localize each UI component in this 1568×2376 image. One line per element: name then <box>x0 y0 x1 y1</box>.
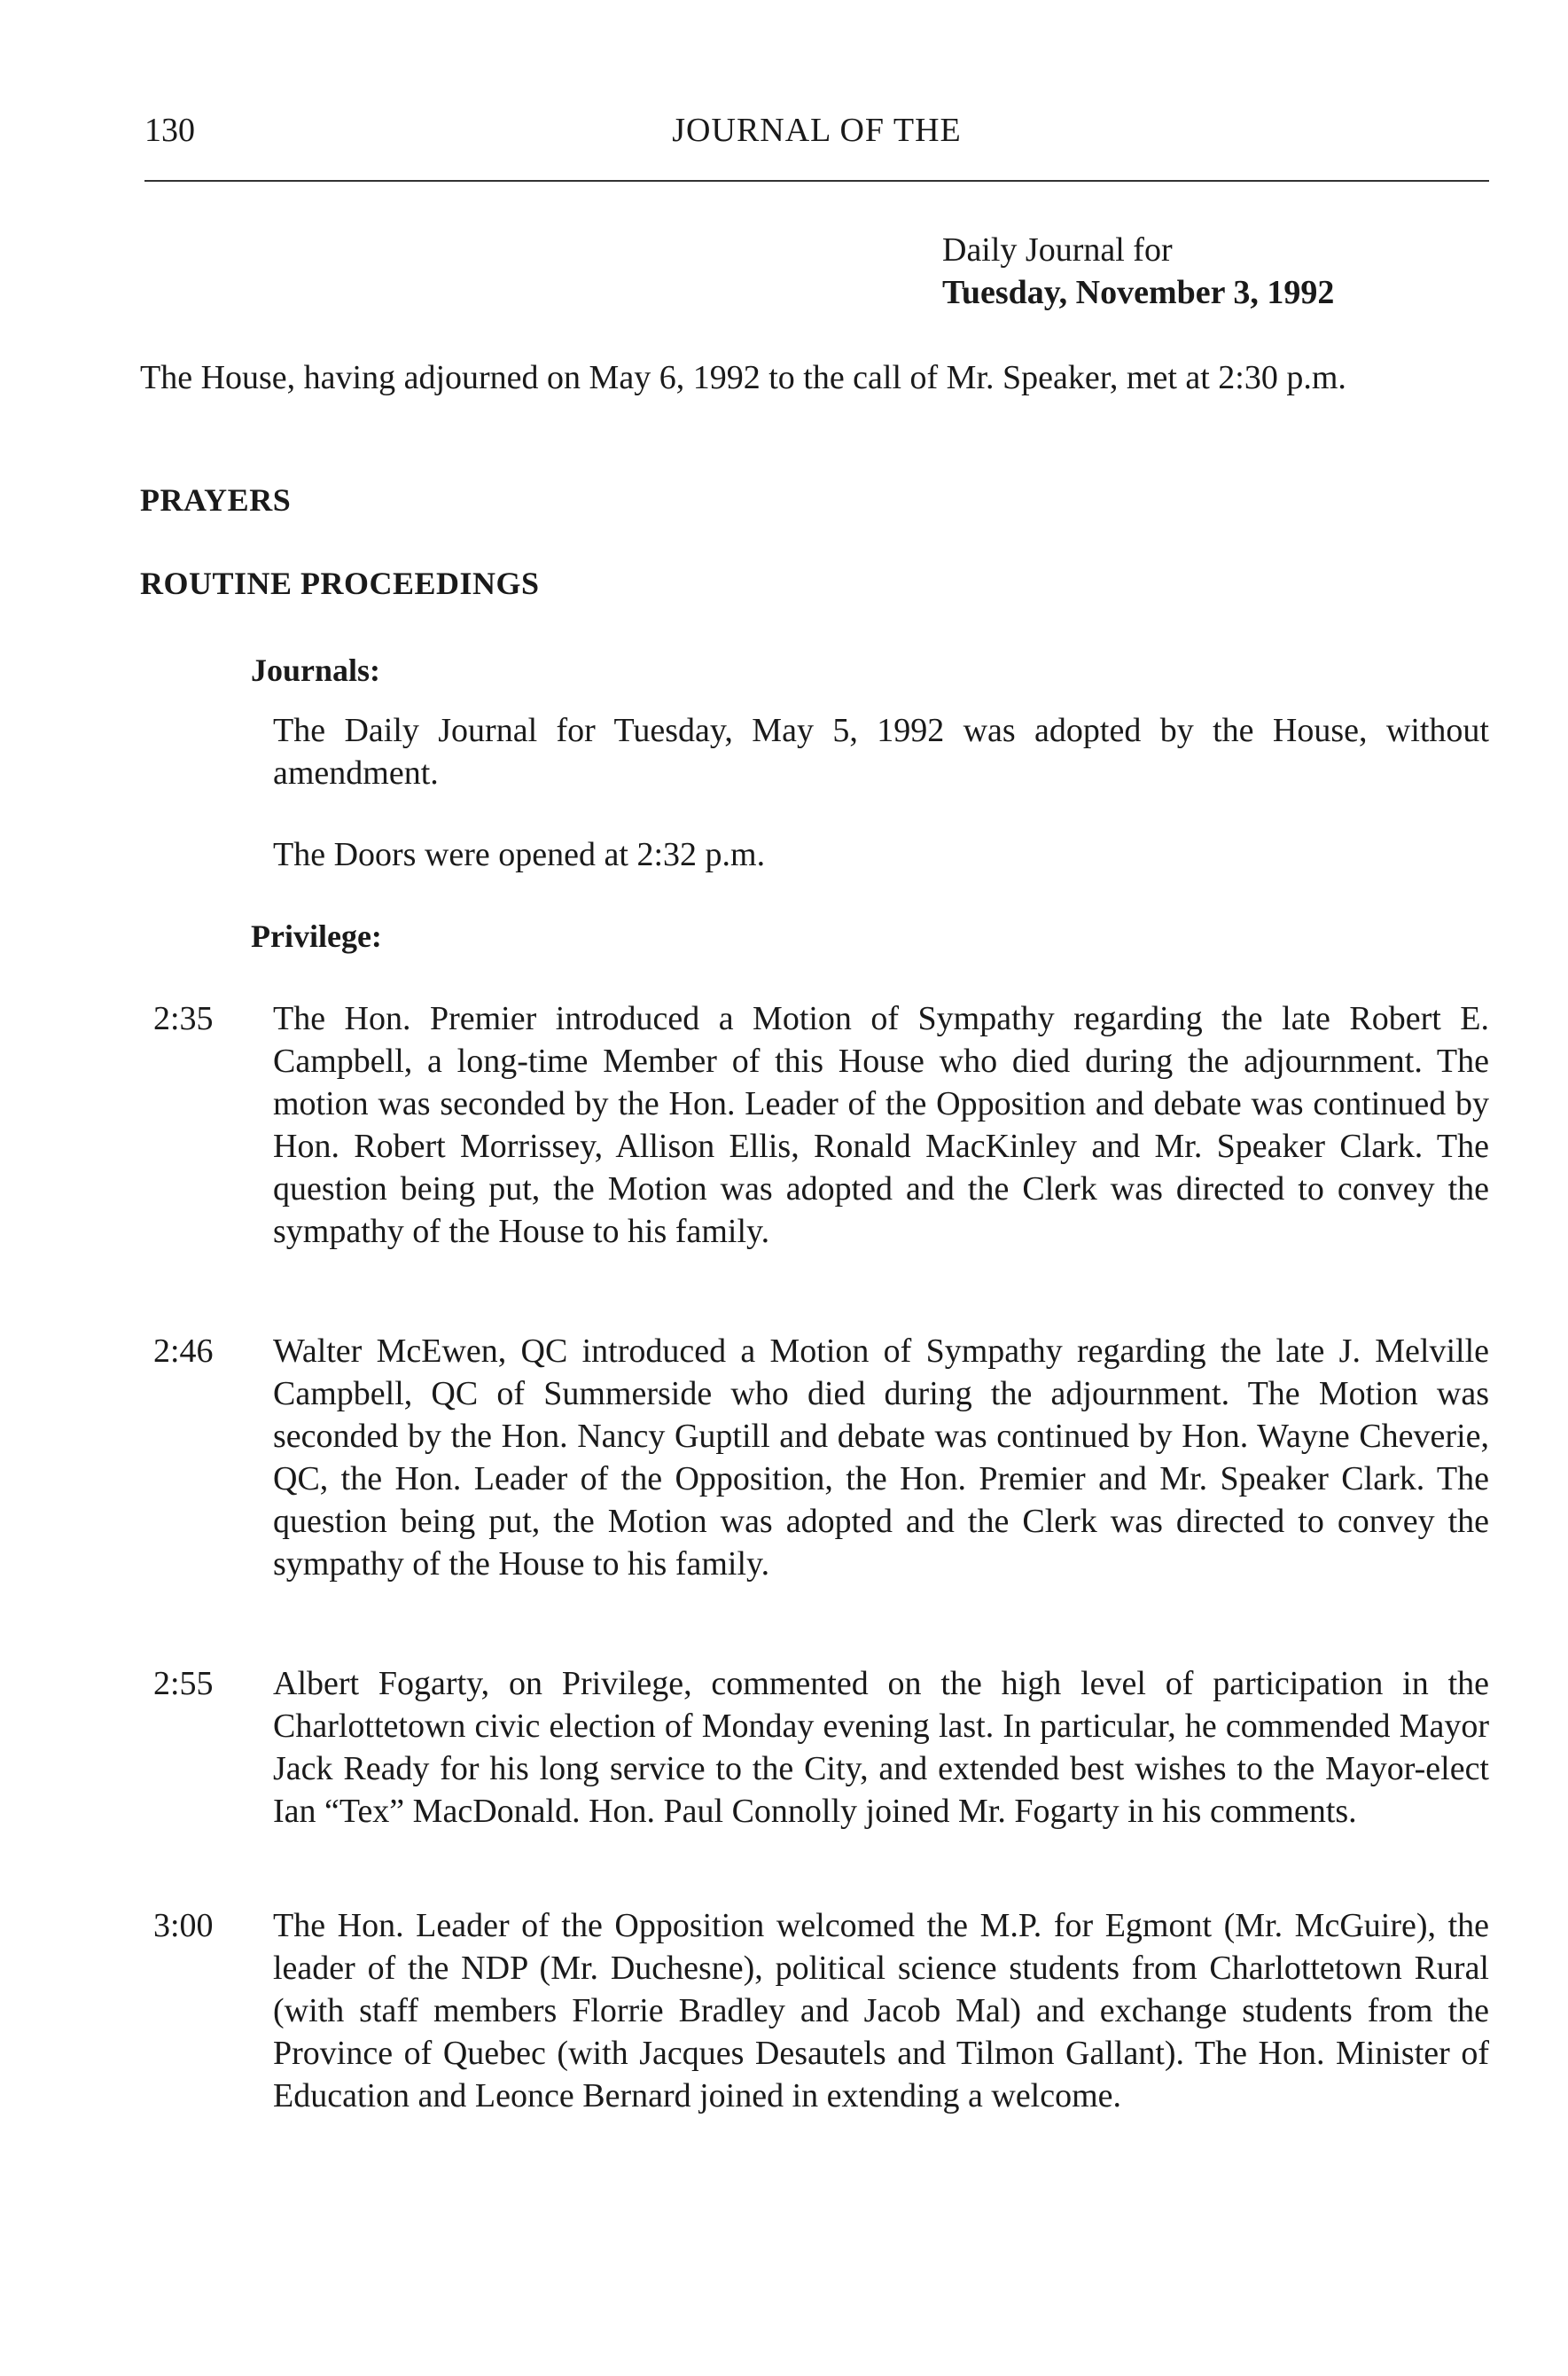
running-title: JOURNAL OF THE <box>672 112 962 149</box>
entry-time: 2:35 <box>153 1000 214 1037</box>
dateline-label: Daily Journal for <box>942 231 1173 269</box>
prayers-heading: PRAYERS <box>140 482 292 518</box>
entry-time: 2:55 <box>153 1665 214 1702</box>
entry-time: 2:46 <box>153 1333 214 1370</box>
entry-text: Walter McEwen, QC introduced a Motion of Sympathy regarding the late J. Melville Campbell, QC of Summerside who died during the adjournment. The Motion was seconded by the Hon. Nancy Guptill and debate was continued by Hon. Wayne Cheverie, QC, the Hon. Leader of the Opposition, the Hon. Premier and Mr. Speaker Clark. The question being put, the Motion was adopted and the Clerk was directed to convey the sympathy of the House to his family. <box>273 1333 1489 1583</box>
running-head <box>144 111 1489 155</box>
doors-opened-paragraph: The Doors were opened at 2:32 p.m. <box>273 836 766 873</box>
opening-paragraph: The House, having adjourned on May 6, 1992 to the call of Mr. Speaker, met at 2:30 p.m. <box>140 359 1346 396</box>
dateline-date: Tuesday, November 3, 1992 <box>942 274 1335 311</box>
entry-text: Albert Fogarty, on Privilege, commented on the high level of participation in the Charlottetown civic election of Monday evening last. In particular, he commended Mayor Jack Ready for his long service to the City, and extended best wishes to the Mayor-elect Ian “Tex” MacDonald. Hon. Paul Connolly joined Mr. Fogarty in his comments. <box>273 1665 1489 1830</box>
dateline <box>942 229 1334 314</box>
privilege-heading: Privilege: <box>251 918 382 954</box>
entry-text: The Hon. Leader of the Opposition welcomed the M.P. for Egmont (Mr. McGuire), the leader of the NDP (Mr. Duchesne), political science students from Charlottetown Rural (with staff members Florrie Bradley and Jacob Mal) and exchange students from the Province of Quebec (with Jacques Desautels and Tilmon Gallant). The Hon. Minister of Education and Leonce Bernard joined in extending a welcome. <box>273 1907 1489 2114</box>
entry-time: 3:00 <box>153 1907 214 1944</box>
journals-heading: Journals: <box>251 653 381 688</box>
routine-proceedings-heading: ROUTINE PROCEEDINGS <box>140 566 540 601</box>
header-rule <box>144 180 1489 182</box>
page-number: 130 <box>144 112 195 149</box>
journals-paragraph: The Daily Journal for Tuesday, May 5, 1992 was adopted by the House, without amendment. <box>273 712 1489 792</box>
entry-text: The Hon. Premier introduced a Motion of Sympathy regarding the late Robert E. Campbell, a long-time Member of this House who died during the adjournment. The motion was seconded by the Hon. Leader of the Opposition and debate was continued by Hon. Robert Morrissey, Allison Ellis, Ronald MacKinley and Mr. Speaker Clark. The question being put, the Motion was adopted and the Clerk was directed to convey the sympathy of the House to his family. <box>273 1000 1489 1250</box>
